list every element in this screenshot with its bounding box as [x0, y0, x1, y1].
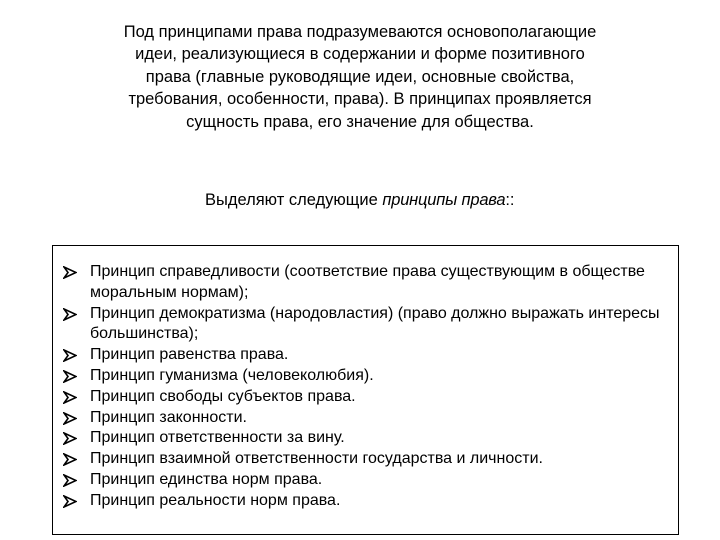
- principle-item: [53, 428, 678, 449]
- arrowhead-bullet-icon: [63, 304, 79, 325]
- principles-list: [53, 262, 678, 512]
- principle-text: Принцип единства норм права.: [90, 470, 323, 488]
- principle-item: [53, 449, 678, 470]
- principle-item: [53, 366, 678, 387]
- lead-text: Выделяют следующие: [205, 191, 383, 209]
- principles-lead-line: [205, 189, 515, 211]
- principle-item: [53, 408, 678, 429]
- principle-item: [53, 262, 678, 304]
- arrowhead-bullet-icon: [63, 491, 79, 512]
- lead-punctuation: ::: [505, 191, 515, 209]
- principle-text: Принцип взаимной ответственности государства и личности.: [90, 450, 543, 468]
- principle-text: Принцип демократизма (народовластия) (право должно выражать интересы большинства);: [90, 304, 660, 343]
- arrowhead-bullet-icon: [63, 262, 79, 283]
- arrowhead-bullet-icon: [63, 470, 79, 491]
- principle-text: Принцип ответственности за вину.: [90, 429, 345, 447]
- principle-text: Принцип равенства права.: [90, 346, 289, 364]
- principle-item: [53, 470, 678, 491]
- principle-text: Принцип реальности норм права.: [90, 491, 341, 509]
- arrowhead-bullet-icon: [63, 387, 79, 408]
- arrowhead-bullet-icon: [63, 345, 79, 366]
- arrowhead-bullet-icon: [63, 428, 79, 449]
- principles-box: [52, 245, 679, 535]
- arrowhead-bullet-icon: [63, 408, 79, 429]
- principle-text: Принцип гуманизма (человеколюбия).: [90, 366, 374, 384]
- lead-emphasis: принципы права: [382, 191, 506, 209]
- arrowhead-bullet-icon: [63, 366, 79, 387]
- principle-item: [53, 345, 678, 366]
- principle-item: [53, 387, 678, 408]
- principle-text: Принцип справедливости (соответствие права существующим в обществе моральным нормам);: [90, 263, 645, 301]
- principle-item: [53, 491, 678, 512]
- principle-text: Принцип свободы субъектов права.: [90, 387, 356, 405]
- principle-item: [53, 304, 678, 346]
- arrowhead-bullet-icon: [63, 449, 79, 470]
- intro-paragraph: Под принципами права подразумеваются основополагающие идеи, реализующиеся в содержании и форме позитивного права (главные руководящие идеи, основные свойства, требования, особенности, права). В принципах проявляется сущность права, его значение для общества.: [123, 23, 597, 131]
- principle-text: Принцип законности.: [90, 408, 247, 426]
